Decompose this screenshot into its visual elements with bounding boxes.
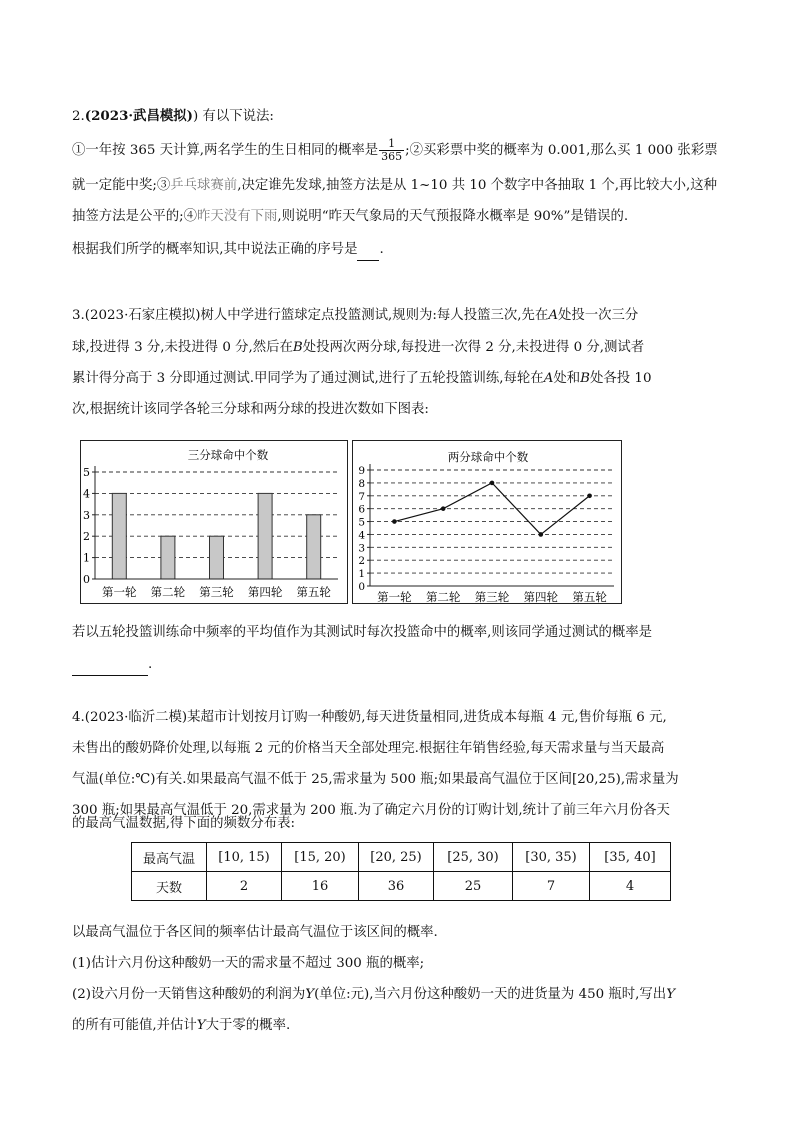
- y-tick-label: 5: [358, 516, 365, 529]
- table-cell: [15, 20): [282, 843, 359, 872]
- y-tick-label: 1: [83, 551, 90, 565]
- x-tick-label: 第四轮: [523, 590, 559, 604]
- bar: [161, 536, 175, 579]
- y-tick-label: 8: [358, 477, 365, 490]
- chart-title: 三分球命中个数: [187, 448, 269, 462]
- x-tick-label: 第三轮: [474, 590, 510, 604]
- y-tick-label: 3: [358, 542, 365, 555]
- table-cell: [20, 25): [359, 843, 434, 872]
- table-cell: 4: [590, 872, 671, 901]
- data-point: [490, 481, 495, 486]
- three-point-bar-chart: [80, 440, 348, 604]
- q3-line-4: 次,根据统计该同学各轮三分球和两分球的投进次数如下图表:: [72, 402, 429, 417]
- bar: [258, 493, 272, 579]
- x-tick-label: 第一轮: [102, 585, 137, 599]
- table-row: [132, 843, 671, 872]
- y-tick-label: 0: [83, 573, 90, 586]
- q4-line-4: 300 瓶;如果最高气温低于 20,需求量为 200 瓶.为了确定六月份的订购计划,统计了前三年六月份各天: [72, 803, 670, 818]
- y-tick-label: 7: [358, 490, 365, 503]
- q3-question: 若以五轮投篮训练命中频率的平均值作为其测试时每次投篮命中的概率,则该同学通过测试的概率是: [72, 625, 653, 640]
- q4-part-2: (2)设六月份一天销售这种酸奶的利润为Y(单位:元),当六月份这种酸奶一天的进货量为 450 瓶时,写出Y: [72, 987, 676, 1002]
- q4-line-5: 的最高气温数据,得下面的频数分布表:: [72, 816, 296, 831]
- table-cell: 2: [207, 872, 282, 901]
- bar: [210, 536, 224, 579]
- table-cell: [35, 40]: [590, 843, 671, 872]
- y-tick-label: 6: [358, 503, 365, 516]
- data-point: [441, 506, 446, 511]
- y-tick-label: 5: [83, 466, 90, 479]
- q4-assumption: 以最高气温位于各区间的频率估计最高气温位于该区间的概率.: [72, 925, 438, 940]
- table-row: [132, 872, 671, 901]
- x-tick-label: 第三轮: [199, 585, 234, 599]
- q4-part-1: (1)估计六月份这种酸奶一天的需求量不超过 300 瓶的概率;: [72, 956, 425, 971]
- table-header-cell: 天数: [132, 872, 207, 901]
- q2-line-1: ①一年按 365 天计算,两名学生的生日相同的概率是 $\frac{1}{365}$ ;②买彩票中奖的概率为 0.001,那么买 1 000 张彩票: [72, 137, 718, 163]
- two-point-line-chart: [352, 440, 622, 604]
- y-tick-label: 4: [83, 487, 90, 501]
- x-tick-label: 第五轮: [296, 585, 331, 599]
- table-cell: [10, 15): [207, 843, 282, 872]
- q2-question: 根据我们所学的概率知识,其中说法正确的序号是 .: [72, 240, 728, 261]
- q4-line-3: 气温(单位:℃)有关.如果最高气温不低于 25,需求量为 500 瓶;如果最高气温位于区间[20,25),需求量为: [72, 772, 679, 787]
- y-tick-label: 9: [358, 465, 365, 477]
- data-point: [587, 493, 592, 498]
- x-tick-label: 第二轮: [150, 585, 186, 599]
- table-cell: 25: [434, 872, 513, 901]
- table-cell: [25, 30): [434, 843, 513, 872]
- x-tick-label: 第四轮: [247, 585, 283, 599]
- data-point: [539, 532, 544, 537]
- q2-line-2: 就一定能中奖;③乒乓球赛前,决定谁先发球,抽签方法是从 1~10 共 10 个数字中各抽取 1 个,再比较大小,这种: [72, 178, 718, 193]
- table-cell: 36: [359, 872, 434, 901]
- x-tick-label: 第五轮: [572, 590, 607, 604]
- y-tick-label: 2: [83, 530, 90, 544]
- table-header-cell: 最高气温: [132, 843, 207, 872]
- q3-line-2: 球,投进得 3 分,未投进得 0 分,然后在B处投两次两分球,每投进一次得 2 分,未投进得 0 分,测试者: [72, 340, 645, 355]
- x-tick-label: 第一轮: [377, 590, 412, 604]
- table-cell: 7: [513, 872, 590, 901]
- y-tick-label: 2: [358, 555, 365, 568]
- table-cell: [30, 35): [513, 843, 590, 872]
- q2-header: [72, 106, 728, 127]
- q2-line-3: 抽签方法是公平的;④昨天没有下雨,则说明“昨天气象局的天气预报降水概率是 90%”是错误的.: [72, 209, 629, 224]
- q3-line-3: 累计得分高于 3 分即通过测试.甲同学为了通过测试,进行了五轮投篮训练,每轮在A处和B处各投 10: [72, 371, 652, 386]
- q2-number: 2.: [72, 109, 85, 124]
- frequency-table: [131, 842, 671, 901]
- q3-answer-line: .: [72, 655, 728, 676]
- x-tick-label: 第二轮: [425, 590, 461, 604]
- fraction-1-over-365: $\frac{1}{365}$: [381, 137, 403, 163]
- bar: [112, 493, 126, 579]
- table-cell: 16: [282, 872, 359, 901]
- answer-blank[interactable]: [357, 240, 379, 261]
- q2-intro: ) 有以下说法:: [192, 109, 274, 124]
- q4-part-2-cont: 的所有可能值,并估计Y大于零的概率.: [72, 1018, 291, 1033]
- y-tick-label: 3: [83, 508, 90, 522]
- answer-blank[interactable]: [72, 655, 148, 676]
- bar: [307, 515, 321, 579]
- data-point: [392, 519, 397, 524]
- q2-source: (2023·武昌模拟): [84, 108, 193, 124]
- y-tick-label: 0: [358, 581, 365, 593]
- chart-title: 两分球命中个数: [447, 450, 529, 464]
- q3-line-1: 3.(2023·石家庄模拟)树人中学进行篮球定点投篮测试,规则为:每人投篮三次,先在A处投一次三分: [72, 308, 639, 323]
- y-tick-label: 1: [358, 568, 365, 581]
- q4-line-2: 未售出的酸奶降价处理,以每瓶 2 元的价格当天全部处理完.根据往年销售经验,每天需求量与当天最高: [72, 741, 665, 756]
- q4-line-1: 4.(2023·临沂二模)某超市计划按月订购一种酸奶,每天进货量相同,进货成本每瓶 4 元,售价每瓶 6 元,: [72, 710, 667, 725]
- y-tick-label: 4: [358, 529, 365, 542]
